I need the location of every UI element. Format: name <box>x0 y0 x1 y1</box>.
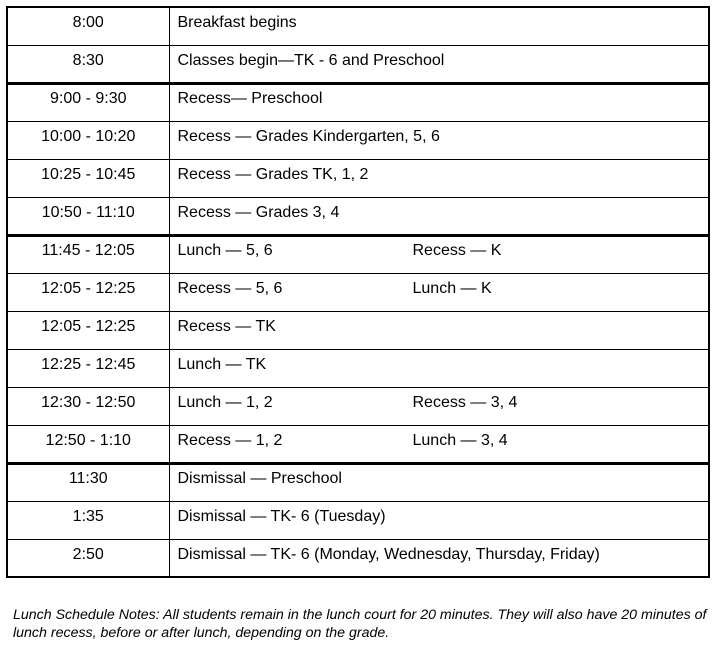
table-row <box>7 45 709 83</box>
time-cell: 10:25 - 10:45 <box>7 159 169 197</box>
time-cell: 8:30 <box>7 45 169 83</box>
event-primary: Recess — Grades Kindergarten, 5, 6 <box>177 127 440 145</box>
time-cell: 12:30 - 12:50 <box>7 387 169 425</box>
event-primary: Recess — Grades 3, 4 <box>177 203 340 221</box>
event-primary: Lunch — TK <box>177 355 267 373</box>
schedule-table <box>6 6 710 578</box>
event-primary: Classes begin—TK - 6 and Preschool <box>177 51 445 69</box>
event-primary: Dismissal — TK- 6 (Tuesday) <box>177 507 386 525</box>
time-cell: 1:35 <box>7 501 169 539</box>
time-cell: 11:45 - 12:05 <box>7 235 169 273</box>
table-row <box>7 273 709 311</box>
table-row <box>7 387 709 425</box>
time-cell: 10:50 - 11:10 <box>7 197 169 235</box>
event-cell <box>169 197 709 235</box>
event-cell <box>169 273 709 311</box>
table-row <box>7 425 709 463</box>
time-cell: 12:25 - 12:45 <box>7 349 169 387</box>
event-secondary: Lunch — K <box>412 279 492 297</box>
table-row <box>7 463 709 501</box>
event-cell <box>169 7 709 45</box>
table-row <box>7 197 709 235</box>
lunch-schedule-notes: Lunch Schedule Notes: All students remain in the lunch court for 20 minutes. They will also have 20 minutes of lunch recess, before or after lunch, depending on the grade. <box>13 607 707 641</box>
event-primary: Recess — 5, 6 <box>177 279 283 297</box>
event-cell <box>169 121 709 159</box>
table-row <box>7 121 709 159</box>
event-cell <box>169 159 709 197</box>
event-primary: Dismissal — Preschool <box>177 469 342 487</box>
event-secondary: Recess — 3, 4 <box>412 393 518 411</box>
time-cell: 12:05 - 12:25 <box>7 311 169 349</box>
event-cell <box>169 83 709 121</box>
event-cell <box>169 463 709 501</box>
table-row <box>7 539 709 577</box>
event-cell <box>169 425 709 463</box>
event-cell <box>169 235 709 273</box>
table-row <box>7 349 709 387</box>
table-row <box>7 7 709 45</box>
time-cell: 12:50 - 1:10 <box>7 425 169 463</box>
event-cell <box>169 349 709 387</box>
event-cell <box>169 387 709 425</box>
time-cell: 2:50 <box>7 539 169 577</box>
event-primary: Recess— Preschool <box>177 89 323 107</box>
event-primary: Recess — Grades TK, 1, 2 <box>177 165 369 183</box>
table-row <box>7 83 709 121</box>
table-row <box>7 501 709 539</box>
event-primary: Lunch — 1, 2 <box>177 393 273 411</box>
event-secondary: Recess — K <box>412 241 502 259</box>
table-row <box>7 311 709 349</box>
event-secondary: Lunch — 3, 4 <box>412 431 508 449</box>
time-cell: 9:00 - 9:30 <box>7 83 169 121</box>
time-cell: 12:05 - 12:25 <box>7 273 169 311</box>
event-primary: Breakfast begins <box>177 14 297 31</box>
event-cell <box>169 539 709 577</box>
event-primary: Lunch — 5, 6 <box>177 241 273 259</box>
time-cell: 10:00 - 10:20 <box>7 121 169 159</box>
time-cell: 8:00 <box>7 7 169 45</box>
event-cell <box>169 311 709 349</box>
time-cell: 11:30 <box>7 463 169 501</box>
table-row <box>7 159 709 197</box>
event-cell <box>169 501 709 539</box>
event-cell <box>169 45 709 83</box>
event-primary: Dismissal — TK- 6 (Monday, Wednesday, Thursday, Friday) <box>177 545 600 563</box>
event-primary: Recess — 1, 2 <box>177 431 283 449</box>
table-row <box>7 235 709 273</box>
event-primary: Recess — TK <box>177 317 276 335</box>
